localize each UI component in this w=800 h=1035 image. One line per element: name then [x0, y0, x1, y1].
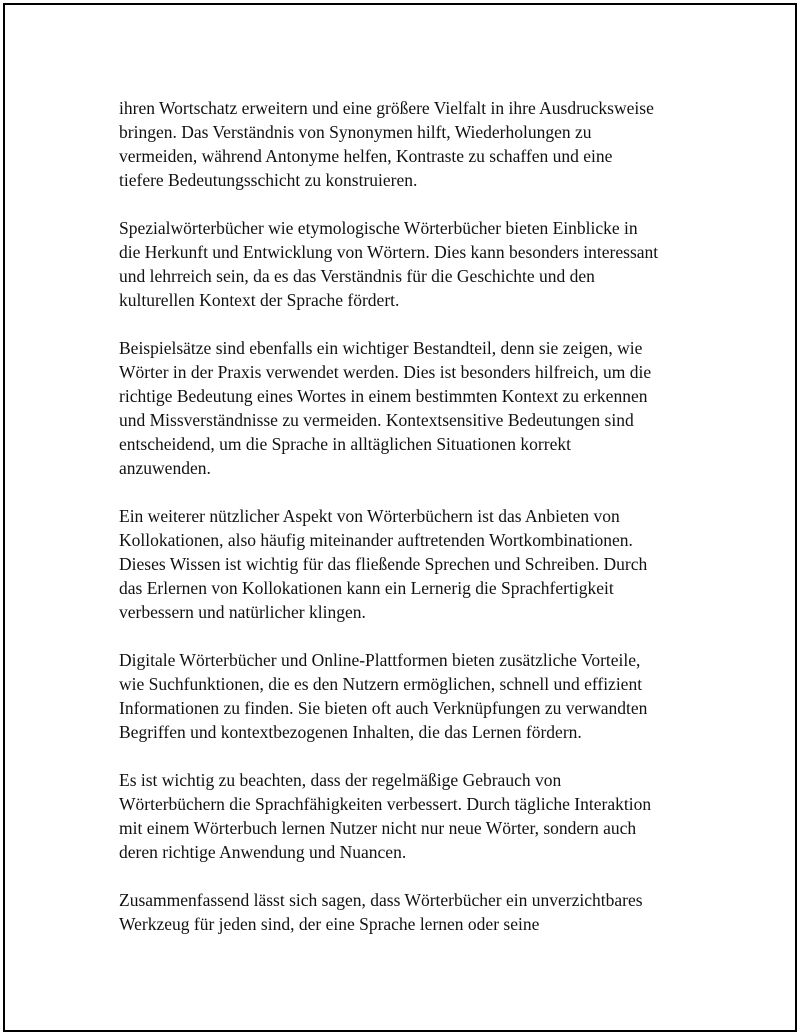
paragraph-4 — [119, 504, 699, 624]
text-line: ihren Wortschatz erweitern und eine größere Vielfalt in ihre Ausdrucksweise — [119, 98, 654, 118]
text-line: Zusammenfassend lässt sich sagen, dass Wörterbücher ein unverzichtbares — [119, 890, 643, 910]
text-line: anzuwenden. — [119, 458, 211, 478]
text-line: Informationen zu finden. Sie bieten oft auch Verknüpfungen zu verwandten — [119, 698, 648, 718]
text-line: und lehrreich sein, da es das Verständnis für die Geschichte und den — [119, 266, 595, 286]
text-line: Spezialwörterbücher wie etymologische Wörterbücher bieten Einblicke in — [119, 218, 638, 238]
text-line: richtige Bedeutung eines Wortes in einem bestimmten Kontext zu erkennen — [119, 386, 648, 406]
paragraph-7 — [119, 888, 699, 936]
text-line: und Missverständnisse zu vermeiden. Kontextsensitive Bedeutungen sind — [119, 410, 634, 430]
document-body — [119, 96, 699, 960]
paragraph-1 — [119, 96, 699, 192]
text-line: Kollokationen, also häufig miteinander auftretenden Wortkombinationen. — [119, 530, 633, 550]
paragraph-6 — [119, 768, 699, 864]
text-line: verbessern und natürlicher klingen. — [119, 602, 366, 622]
paragraph-3 — [119, 336, 699, 480]
text-line: Wörter in der Praxis verwendet werden. Dies ist besonders hilfreich, um die — [119, 362, 652, 382]
text-line: Es ist wichtig zu beachten, dass der regelmäßige Gebrauch von — [119, 770, 562, 790]
text-line: Dieses Wissen ist wichtig für das fließende Sprechen und Schreiben. Durch — [119, 554, 648, 574]
text-line: Begriffen und kontextbezogenen Inhalten, die das Lernen fördern. — [119, 722, 582, 742]
text-line: kulturellen Kontext der Sprache fördert. — [119, 290, 400, 310]
text-line: Beispielsätze sind ebenfalls ein wichtiger Bestandteil, denn sie zeigen, wie — [119, 338, 643, 358]
text-line: vermeiden, während Antonyme helfen, Kontraste zu schaffen und eine — [119, 146, 613, 166]
text-line: wie Suchfunktionen, die es den Nutzern ermöglichen, schnell und effizient — [119, 674, 643, 694]
text-line: tiefere Bedeutungsschicht zu konstruieren. — [119, 170, 418, 190]
text-line: Werkzeug für jeden sind, der eine Sprache lernen oder seine — [119, 914, 540, 934]
paragraph-5 — [119, 648, 699, 744]
paragraph-2 — [119, 216, 699, 312]
text-line: Wörterbüchern die Sprachfähigkeiten verbessert. Durch tägliche Interaktion — [119, 794, 652, 814]
text-line: Digitale Wörterbücher und Online-Plattformen bieten zusätzliche Vorteile, — [119, 650, 641, 670]
text-line: die Herkunft und Entwicklung von Wörtern. Dies kann besonders interessant — [119, 242, 659, 262]
document-page — [3, 3, 797, 1032]
text-line: mit einem Wörterbuch lernen Nutzer nicht nur neue Wörter, sondern auch — [119, 818, 637, 838]
text-line: bringen. Das Verständnis von Synonymen hilft, Wiederholungen zu — [119, 122, 592, 142]
text-line: Ein weiterer nützlicher Aspekt von Wörterbüchern ist das Anbieten von — [119, 506, 620, 526]
text-line: deren richtige Anwendung und Nuancen. — [119, 842, 407, 862]
text-line: entscheidend, um die Sprache in alltäglichen Situationen korrekt — [119, 434, 571, 454]
text-line: das Erlernen von Kollokationen kann ein Lernerig die Sprachfertigkeit — [119, 578, 614, 598]
